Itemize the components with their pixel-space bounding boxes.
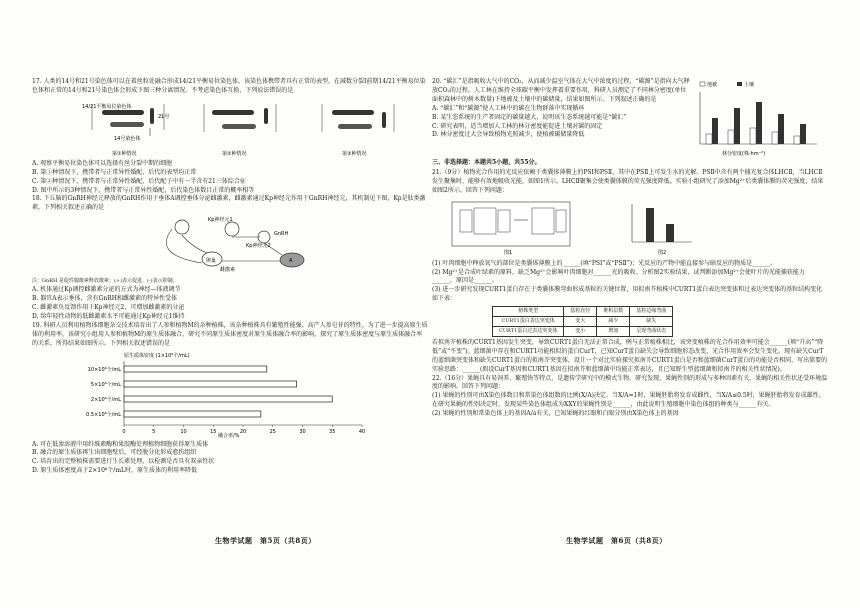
x-tick-label: 15 — [210, 428, 217, 435]
fusion-rate-chart — [32, 351, 428, 439]
q17-option-a: A. 观察平衡易位染色体可以选择有丝分裂中期的细胞 — [32, 159, 173, 167]
x-tick-label: 25 — [269, 428, 276, 435]
x-tick-label: 40 — [358, 428, 366, 435]
table-cell: CURT1蛋白过表达突变体 — [493, 326, 564, 336]
q19-option-d: D. 原生质体密度高于2×10⁶个/mL时，原生质体的利用率降低 — [32, 467, 197, 475]
q21-sub3: (3) 进一步研究发现CURT1蛋白存在于类囊体膜弯曲形成基粒的关键位置，用拟南芥植株中CURT1蛋白表达突变体和过表达突变体的基粒结构变化如下表： — [432, 286, 823, 303]
table-cell: 缺失 — [630, 317, 673, 327]
x-tick-label: 0 — [122, 428, 126, 435]
label-21: 21号 — [158, 113, 170, 120]
category-label: 5×10⁶个/mL — [90, 381, 121, 388]
table-cell: CURT1蛋白表达突变体 — [493, 317, 564, 327]
bar — [124, 396, 332, 402]
label-a: A — [289, 258, 293, 265]
q19-option-a: A. 可在低渗溶液中用纤维素酶和果胶酶处理植物细胞获得原生质体 — [32, 440, 209, 448]
page-footer-left: 生物学试题 第5页（共8页） — [215, 536, 316, 545]
q17-stem: 17. 人类的14号和21号染色体可以在着丝粒处融合形成14/21平衡易位染色体，该染色体携带者具有正常的表型，在减数分裂Ⅰ前期14/21平衡易位染色体和正常的14号和21号染色体会形成下图三种分离情况。不考虑染色体互换，下列说法错误的是 — [32, 78, 426, 94]
label-translocation: 14/21平衡易位染色体 — [82, 103, 132, 110]
section-3-title: 三、非选择题：本题共5小题，共55分。 — [432, 159, 541, 166]
label-kp1: Kp神经元1 — [208, 217, 233, 224]
q22-stem: 22.（16分）果蝇具有易饲养、繁殖快等特点，是遗传学研究中的模式生物。研究发现，果蝇性别的形成与多种因素有关，果蝇的相关性状还受环境温度的影响。回答下列问题： — [432, 374, 828, 391]
q21-para: 若拟南芥植株的CURT1基因发生突变，导致CURT1蛋白无法正常合成，例与正常植株相比，该突变植株的光合作用效率可能会______(填“升高”“降低”或“不变”)。蓝细菌中存在和CURT1功能相似的蛋白CurT，已知CurT蛋白缺失会导致细胞形态改变，光合作用效率会发生变化。现有缺失CurT的蓝细菌突变体和缺失CURT1蛋白的拟南芥突变体，设计一个对比实验探究拟南芥CURT1蛋白是否和蓝细菌CurT蛋白的功能是否相同，写出简要的实验思路：______(假设CurT基因和CURT1基因在拟南芥和蓝细菌中均能正常表达，且已知野生型蓝细菌和拟南芥的相关性状情况)。 — [432, 338, 828, 373]
table-cell: 变大 — [564, 317, 597, 327]
table-cell: 减少 — [597, 317, 630, 327]
page-footer-right: 生物学试题 第6页（共8页） — [566, 536, 667, 545]
label-ovary: 卵巢 — [206, 258, 217, 265]
table-header-row — [493, 307, 673, 317]
table-row — [493, 317, 673, 327]
category-label: 2×10⁶个/mL — [90, 396, 121, 403]
q20-block — [432, 78, 828, 158]
q17-figure — [32, 98, 428, 158]
bar — [124, 366, 267, 372]
q18-option-d: D. 给年轻性动物的低雌激素水平可能通过Kp神经元1维持 — [32, 312, 185, 320]
chart-x-label: 林分密度(株·hm⁻²) — [722, 151, 766, 157]
q18-option-c: C. 雌激素负反馈作用于Kp神经元2，可增加雌激素的分泌 — [32, 303, 185, 311]
table-cell: 增加 — [597, 326, 630, 336]
chromosome-diagram — [32, 98, 428, 158]
q22-sub1: (1) 果蝇的性别可由X染色体数目和常染色体组数的比例(X/A)决定。当X/A=1时，果蝇胚胎将发育成雌性，当X/A≤0.5时，果蝇胚胎将发育成雄性。在研究果蝇的性别决定时，发现某些染色体组成为XXY的果蝇性别是______，由此说明生殖细胞中染色体组的种类与______有关。 — [432, 392, 825, 409]
q17-option-b: B. 第①种情况下，携带者与正常异性婚配，后代的表型均正常 — [32, 168, 197, 176]
q18-note: 注：GnRH 是促性腺激素释放激素；(+)表示促进，(-)表示抑制。 — [32, 278, 178, 285]
table-header-cell: 堆积层数 — [597, 307, 630, 317]
q19-stem: 19. 科研人员利用植物体细胞杂交技术培育出了人参和植物M的杂种植株，该杂种植株具有繁殖性能强、高产人参皂苷的特性。为了进一步提高原生质体的利用率，该研究小组用人参和植物M的原生质体融合，研究不同原生质体密度对原生质体融合率的影响，探究了原生质体密度与原生质体融合率的关系，所得结果如图所示。下列相关叙述错误的是 — [32, 321, 428, 347]
q18-stem: 18. 下丘脑的GnRH神经元释放的GnRH作用于垂体A调控垂体分泌雌激素，雌激素通过Kp神经元作用于GnRH神经元，其机制见下图，Kp是肽类激素，下列相关叙述正确的是 — [32, 195, 426, 212]
q20-option-a: A. “碳汇”和“碳源”使人工林中的碳在生物群落中实现循环 — [432, 104, 585, 112]
label-estrogen: 雌激素 — [220, 267, 236, 274]
q17-option-d: D. 图中所示的3种情况下，携带者与正常异性婚配，后代染色体数目正常的概率相等 — [32, 186, 255, 194]
legend-soil: 土壤 — [744, 82, 755, 88]
x-tick-label: 10 — [180, 428, 187, 435]
q20-option-c: C. 研究表明，适当增加人工林的林分密度能促进土壤对碳的固定 — [432, 122, 603, 130]
q20-option-b: B. 某生态系统的生产者固定的碳量越大，说明该生态系统越可能是“碳汇” — [432, 113, 627, 121]
q19-chart — [32, 351, 428, 439]
chart-y-title: 原生质体密度 (1×10⁶个/mL) — [124, 352, 190, 359]
q20-option-d: D. 林分密度过大会导致植物光照减少，使植被碳储量降低 — [432, 131, 585, 139]
table-header-cell: 基粒直径 — [564, 307, 597, 317]
q22-sub2: (2) 果蝇的性别和常染色体上的基因A/a有关，已知果蝇的红眼和白眼分别由X染色体上的基因 — [432, 410, 679, 418]
q18-option-a: A. 机体通过Kp调控雌激素分泌的方式为神经—体液调节 — [32, 286, 181, 294]
q19-option-b: B. 融合的原生质体再生出细胞壁后，可经脱分化形成愈伤组织 — [32, 449, 197, 457]
table-row — [493, 326, 673, 336]
label-gnrh: GnRH — [274, 231, 289, 238]
q21-stem: 21.（9分）植物光合作用的光反应依赖于类囊体薄膜上的PSⅠ和PSⅡ，其中在PSⅡ上可发生水的光解。PSⅡ中含有两个捕光复合体LHCⅡ，当LHCⅡ发生聚集时，能够有效地吸收光能，如图1所示。LHCⅡ聚集会使类囊体膜的荧光强度降低。实验小组研究了添加Mg²⁺后类囊体膜的荧光强度，结果如图2所示。回答下列问题： — [432, 168, 824, 194]
q18-option-b: B. 器官A表示垂体，含有GnRH相雌激素的特异性受体 — [32, 295, 177, 303]
table-cell: 呈现弯曲状态 — [630, 326, 673, 336]
q21-sub1: (1) 叶肉细胞中释放氧气的部位是类囊体薄膜上的______(填“PSⅠ”或“PSⅡ”)；光反应的产物中能直接参与暗反应的物质是______。 — [432, 259, 777, 267]
q19-option-c: C. 培育出的完整植株需要进行生长素处理，以检测是否具有双亲性状 — [32, 458, 215, 466]
q18-figure — [32, 215, 428, 275]
label-case1: 第①种情况 — [112, 150, 137, 157]
category-label: 10×10⁶个/mL — [87, 366, 121, 373]
fig2-caption: 图2 — [658, 249, 667, 256]
label-case3: 第③种情况 — [342, 150, 367, 157]
q17-option-c: C. 第②种情况下，携带者与正常异性婚配，后代配子中有一半含有21三体综合征 — [32, 177, 246, 185]
category-label: 0.5×10⁶个/mL — [86, 411, 121, 418]
q20-stem: 20. “碳汇”是指吸收大气中的CO₂，从而减少温室气体在大气中浓度的过程，“碳源”是指向大气释放CO₂的过程。人工林在维持全球碳平衡中发挥着重要作用，科研人员测定了不同林分密度(单位面积森林中的树木数量)下地被及土壤中的碳储量，结果如图所示。下列叙述正确的是 — [432, 78, 690, 103]
bar — [124, 411, 261, 417]
hormone-diagram — [32, 215, 428, 275]
q21-figures — [432, 198, 828, 258]
curt1-table — [492, 306, 673, 337]
label-case2: 第②种情况 — [222, 150, 247, 157]
legend-ground: 地被 — [707, 82, 718, 88]
thylakoid-diagram — [432, 198, 828, 258]
table-cell: 变小 — [564, 326, 597, 336]
carbon-storage-chart — [692, 78, 822, 158]
x-tick-label: 20 — [239, 428, 247, 435]
bar — [124, 381, 297, 387]
x-tick-label: 5 — [152, 428, 156, 435]
x-tick-label: 35 — [329, 428, 336, 435]
right-column — [432, 78, 828, 419]
table-header-cell: 植株类型 — [493, 307, 564, 317]
table-header-cell: 基粒边缘弯曲 — [630, 307, 673, 317]
label-14: 14号染色体 — [114, 135, 141, 142]
fig1-caption: 图1 — [504, 249, 513, 256]
left-column — [32, 78, 428, 476]
label-kp2: Kp神经元2 — [246, 243, 271, 250]
x-tick-label: 30 — [299, 428, 306, 435]
q21-sub2: (2) Mg²⁺是合成叶绿素的原料，缺乏Mg²⁺会影响叶肉细胞对______光的吸收。分析图2实验结果，试判断添加Mg²⁺会使叶片的光能捕获能力______，原因是______。 — [432, 268, 805, 285]
chart-x-title: 融合率/% — [218, 432, 240, 439]
